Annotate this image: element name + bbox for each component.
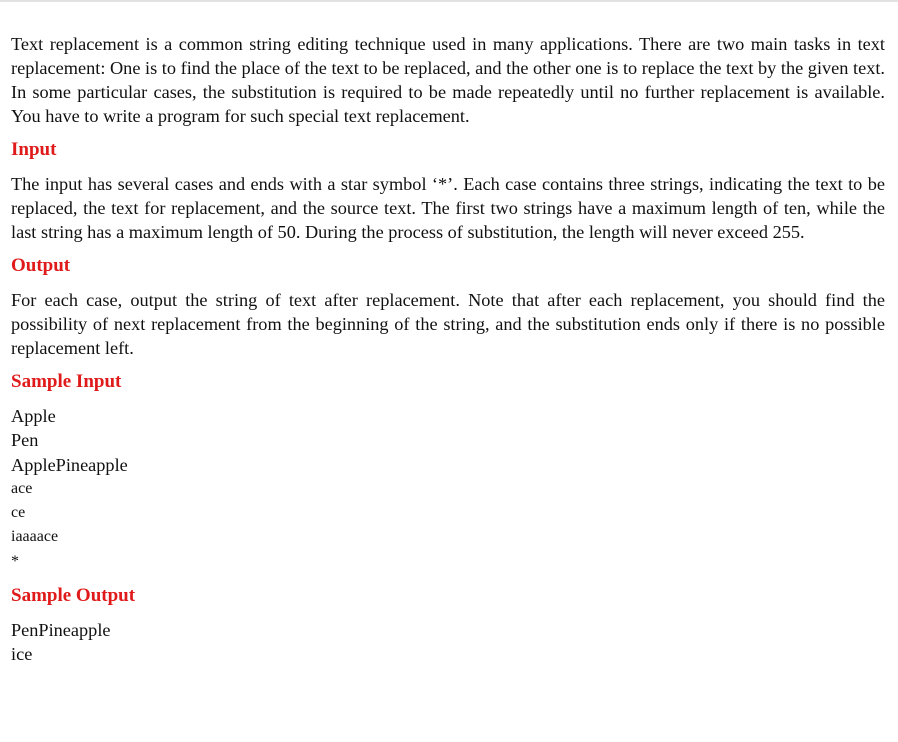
problem-statement [11,32,885,667]
output-description: For each case, output the string of text after replacement. Note that after each replacement, you should find the possibility of next replacement from the beginning of the string, and the substitution ends only if there is no possible replacement left. [11,290,885,358]
sample-input-block [11,404,885,574]
sample-input-heading: Sample Input [11,371,122,392]
sample-input-line: iaaaace [11,528,59,546]
sample-output-line: ice [11,644,33,665]
sample-input-line: ce [11,504,26,522]
sample-input-line: * [11,552,19,570]
input-heading: Input [11,139,57,160]
sample-input-line: ApplePineapple [11,454,128,475]
input-description: The input has several cases and ends with a star symbol ‘*’. Each case contains three strings, indicating the text to be replaced, the text for replacement, and the source text. The first two strings have a maximum length of ten, while the last string has a maximum length of 50. During the process of substitution, the length will never exceed 255. [11,174,885,242]
sample-input-line: ace [11,479,33,497]
intro-paragraph: Text replacement is a common string editing technique used in many applications. There are two main tasks in text replacement: One is to find the place of the text to be replaced, and the other one is to replace the text by the given text. In some particular cases, the substitution is required to be made repeatedly until no further replacement is available. You have to write a program for such special text replacement. [11,34,885,126]
sample-input-line: Apple [11,406,56,426]
sample-input-line: Pen [11,430,39,451]
top-divider [0,0,898,2]
output-heading: Output [11,255,71,276]
sample-output-block [11,618,885,667]
sample-output-heading: Sample Output [11,585,136,607]
sample-output-line: PenPineapple [11,620,111,641]
